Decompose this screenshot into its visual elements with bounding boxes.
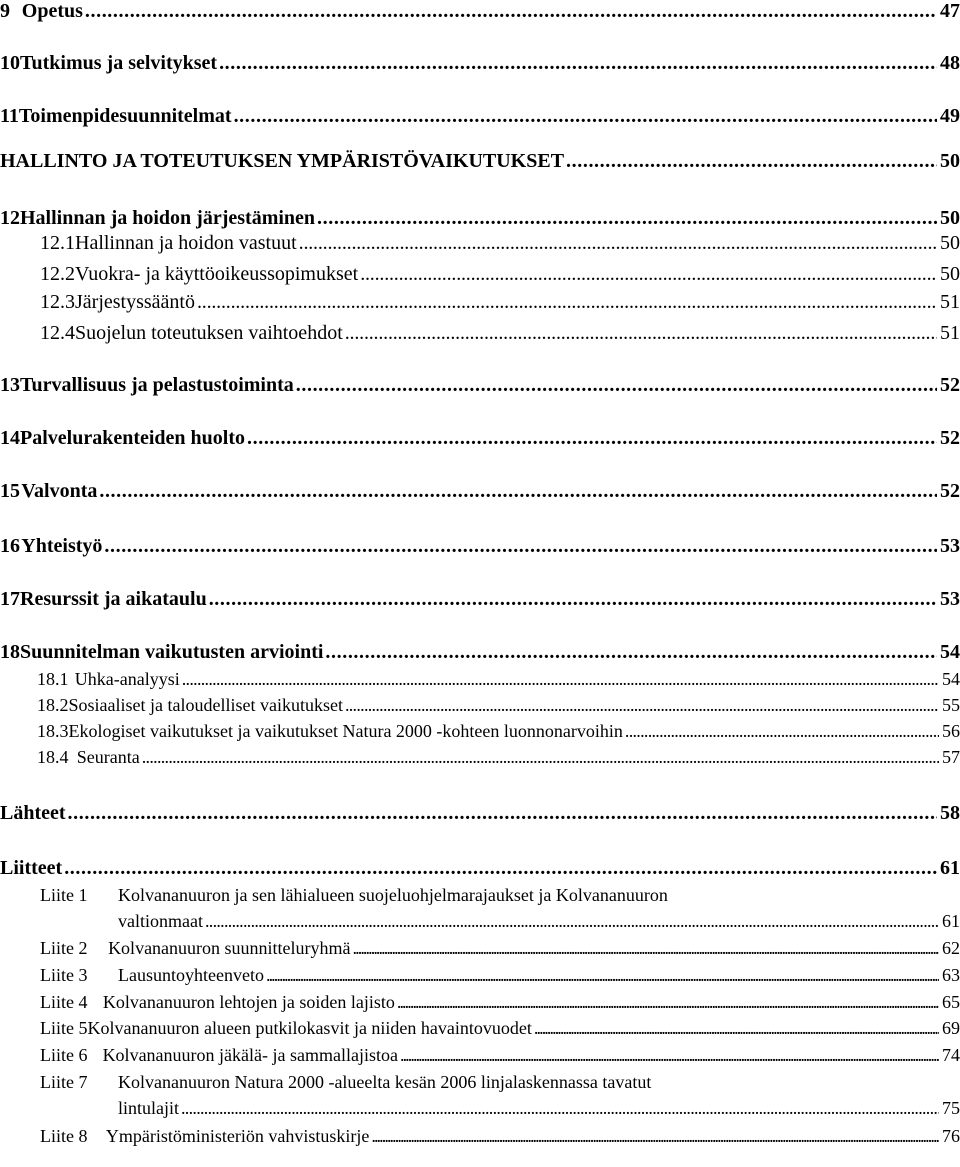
toc-page: 55	[942, 695, 960, 715]
toc-number: Liite 4	[40, 992, 88, 1012]
toc-part-heading	[0, 150, 960, 173]
toc-number: 9	[0, 0, 10, 22]
toc-title: Palvelurakenteiden huolto	[20, 427, 246, 449]
toc-entry	[0, 0, 960, 23]
toc-subentry	[0, 669, 960, 690]
toc-title: Liitteet	[0, 857, 63, 879]
toc-title: Ekologiset vaikutukset ja vaikutukset Natura 2000 -kohteen luonnonarvoihin	[68, 721, 623, 741]
toc-title: Kolvananuuron Natura 2000 -alueelta kesän 2006 linjalaskennassa tavatut	[118, 1072, 652, 1092]
toc-title: Suojelun toteutuksen vaihtoehdot	[75, 322, 343, 344]
toc-leader	[219, 52, 937, 75]
toc-page: 54	[940, 641, 960, 663]
toc-leader	[197, 291, 937, 314]
toc-title: lintulajit	[118, 1098, 179, 1118]
toc-entry	[0, 374, 960, 397]
toc-title: Lähteet	[0, 802, 66, 824]
toc-leader	[317, 207, 937, 230]
toc-number: 14	[0, 427, 20, 449]
toc-title: Ympäristöministeriön vahvistuskirje	[105, 1126, 370, 1146]
toc-number: Liite 3	[40, 965, 88, 985]
toc-leader	[99, 480, 937, 503]
toc-number: 16	[0, 535, 20, 557]
toc-title: Uhka-analyysi	[74, 669, 180, 689]
toc-title: Tutkimus ja selvitykset	[20, 52, 218, 74]
toc-title: Seuranta	[76, 747, 140, 767]
toc-entry	[0, 802, 960, 825]
toc-page: 50	[940, 207, 960, 229]
toc-number: 18.2	[37, 695, 69, 715]
toc-title: Toimenpidesuunnitelmat	[18, 105, 232, 127]
toc-number: 12.4	[40, 322, 75, 344]
toc-leader	[345, 695, 939, 716]
toc-title: Suunnitelman vaikutusten arviointi	[20, 641, 324, 663]
toc-subentry	[0, 232, 960, 255]
toc-page: 48	[940, 52, 960, 74]
toc-leader	[266, 965, 939, 986]
toc-title: Opetus	[21, 0, 83, 22]
toc-number: Liite 2	[40, 938, 88, 958]
toc-leader	[181, 1098, 939, 1119]
toc-number: 17	[0, 588, 20, 610]
toc-appendix-entry	[0, 992, 960, 1013]
toc-leader	[205, 911, 939, 932]
toc-page: 49	[940, 105, 960, 127]
toc-leader	[68, 802, 937, 825]
toc-page: 57	[942, 747, 960, 767]
toc-page: 58	[940, 802, 960, 824]
toc-leader	[104, 535, 937, 558]
toc-appendix-continuation	[0, 911, 960, 932]
toc-leader	[142, 747, 939, 768]
toc-title: HALLINTO JA TOTEUTUKSEN YMPÄRISTÖVAIKUTUKSET	[0, 150, 565, 172]
toc-title: Sosiaaliset ja taloudelliset vaikutukset	[68, 695, 343, 715]
toc-number: 18.1	[37, 669, 69, 689]
toc-page: 53	[940, 535, 960, 557]
toc-page: 50	[940, 232, 960, 254]
toc-appendix-entry	[0, 965, 960, 986]
toc-number: 12	[0, 207, 20, 229]
toc-page: 74	[942, 1045, 960, 1065]
toc-number: 12.3	[40, 291, 75, 313]
toc-entry	[0, 427, 960, 450]
toc-leader	[234, 105, 937, 128]
toc-leader	[64, 857, 937, 880]
toc-number: Liite 8	[40, 1126, 88, 1146]
toc-title: Kolvananuuron ja sen lähialueen suojeluohjelmarajaukset ja Kolvananuuron	[118, 885, 668, 905]
toc-leader	[325, 641, 937, 664]
toc-subentry	[0, 747, 960, 768]
toc-title: Kolvananuuron lehtojen ja soiden lajisto	[102, 992, 395, 1012]
toc-appendix-entry	[0, 1018, 960, 1039]
toc-page: 52	[940, 480, 960, 502]
toc-page: 75	[942, 1098, 960, 1118]
toc-entry	[0, 207, 960, 230]
toc-page: 50	[940, 263, 960, 285]
toc-entry	[0, 480, 960, 503]
toc-leader	[397, 992, 939, 1013]
toc-number: 18	[0, 641, 20, 663]
toc-leader	[625, 721, 939, 742]
toc-title: Resurssit ja aikataulu	[20, 588, 207, 610]
toc-leader	[299, 232, 937, 255]
toc-page: 61	[940, 857, 960, 879]
toc-title: Lausuntoyhteenveto	[118, 965, 264, 985]
toc-leader	[400, 1045, 939, 1066]
toc-page: 69	[942, 1018, 960, 1038]
toc-entry	[0, 641, 960, 664]
toc-title: Kolvananuuron suunnitteluryhmä	[108, 938, 351, 958]
toc-number: Liite 5	[40, 1018, 88, 1038]
toc-number: Liite 1	[40, 885, 88, 905]
toc-page: 62	[942, 938, 960, 958]
toc-title: Kolvananuuron jäkälä- ja sammallajistoa	[102, 1045, 398, 1065]
toc-subentry	[0, 695, 960, 716]
toc-page: 53	[940, 588, 960, 610]
toc-number: 15	[0, 480, 20, 502]
toc-appendix-entry	[0, 1045, 960, 1066]
toc-title: Turvallisuus ja pelastustoiminta	[20, 374, 294, 396]
toc-subentry	[0, 322, 960, 345]
toc-page: 65	[942, 992, 960, 1012]
toc-title: Hallinnan ja hoidon vastuut	[75, 232, 297, 254]
toc-appendix-entry	[0, 938, 960, 959]
toc-leader	[209, 588, 937, 611]
toc-leader	[247, 427, 937, 450]
toc-subentry	[0, 263, 960, 286]
toc-appendix-entry	[0, 1126, 960, 1147]
toc-number: 12.2	[40, 263, 75, 285]
toc-page: 47	[940, 0, 960, 22]
toc-page: 76	[942, 1126, 960, 1146]
toc-entry	[0, 588, 960, 611]
toc-page: 54	[942, 669, 960, 689]
toc-leader	[182, 669, 939, 690]
toc-subentry	[0, 721, 960, 742]
toc-title: Hallinnan ja hoidon järjestäminen	[20, 207, 316, 229]
toc-page: 63	[942, 965, 960, 985]
toc-subentry	[0, 291, 960, 314]
toc-title: Valvonta	[21, 480, 98, 502]
toc-page: 56	[942, 721, 960, 741]
toc-leader	[85, 0, 937, 23]
toc-appendix-entry	[0, 885, 960, 906]
toc-leader	[345, 322, 937, 345]
toc-entry	[0, 535, 960, 558]
toc-number: Liite 7	[40, 1072, 88, 1092]
toc-appendix-continuation	[0, 1098, 960, 1119]
toc-page: 52	[940, 427, 960, 449]
toc-page: 51	[940, 291, 960, 313]
toc-number: 11	[0, 105, 19, 127]
toc-page: 51	[940, 322, 960, 344]
toc-appendix-entry	[0, 1072, 960, 1093]
toc-number: 18.4	[37, 747, 69, 767]
toc-page: 52	[940, 374, 960, 396]
toc-page: 50	[940, 150, 960, 172]
toc-number: 13	[0, 374, 20, 396]
toc-page: 61	[942, 911, 960, 931]
toc-entry	[0, 857, 960, 880]
toc-number: 12.1	[40, 232, 75, 254]
toc-number: 10	[0, 52, 20, 74]
toc-title: valtionmaat	[118, 911, 203, 931]
toc-title: Yhteistyö	[21, 535, 103, 557]
toc-number: Liite 6	[40, 1045, 88, 1065]
toc-leader	[566, 150, 937, 173]
toc-title: Vuokra- ja käyttöoikeussopimukset	[75, 263, 359, 285]
toc-entry	[0, 105, 960, 128]
toc-leader	[296, 374, 937, 397]
toc-number: 18.3	[37, 721, 69, 741]
toc-leader	[353, 938, 939, 959]
toc-leader	[360, 263, 937, 286]
toc-leader	[534, 1018, 939, 1039]
toc-entry	[0, 52, 960, 75]
toc-title: Kolvananuuron alueen putkilokasvit ja niiden havaintovuodet	[87, 1018, 532, 1038]
toc-leader	[371, 1126, 939, 1147]
toc-title: Järjestyssääntö	[75, 291, 195, 313]
